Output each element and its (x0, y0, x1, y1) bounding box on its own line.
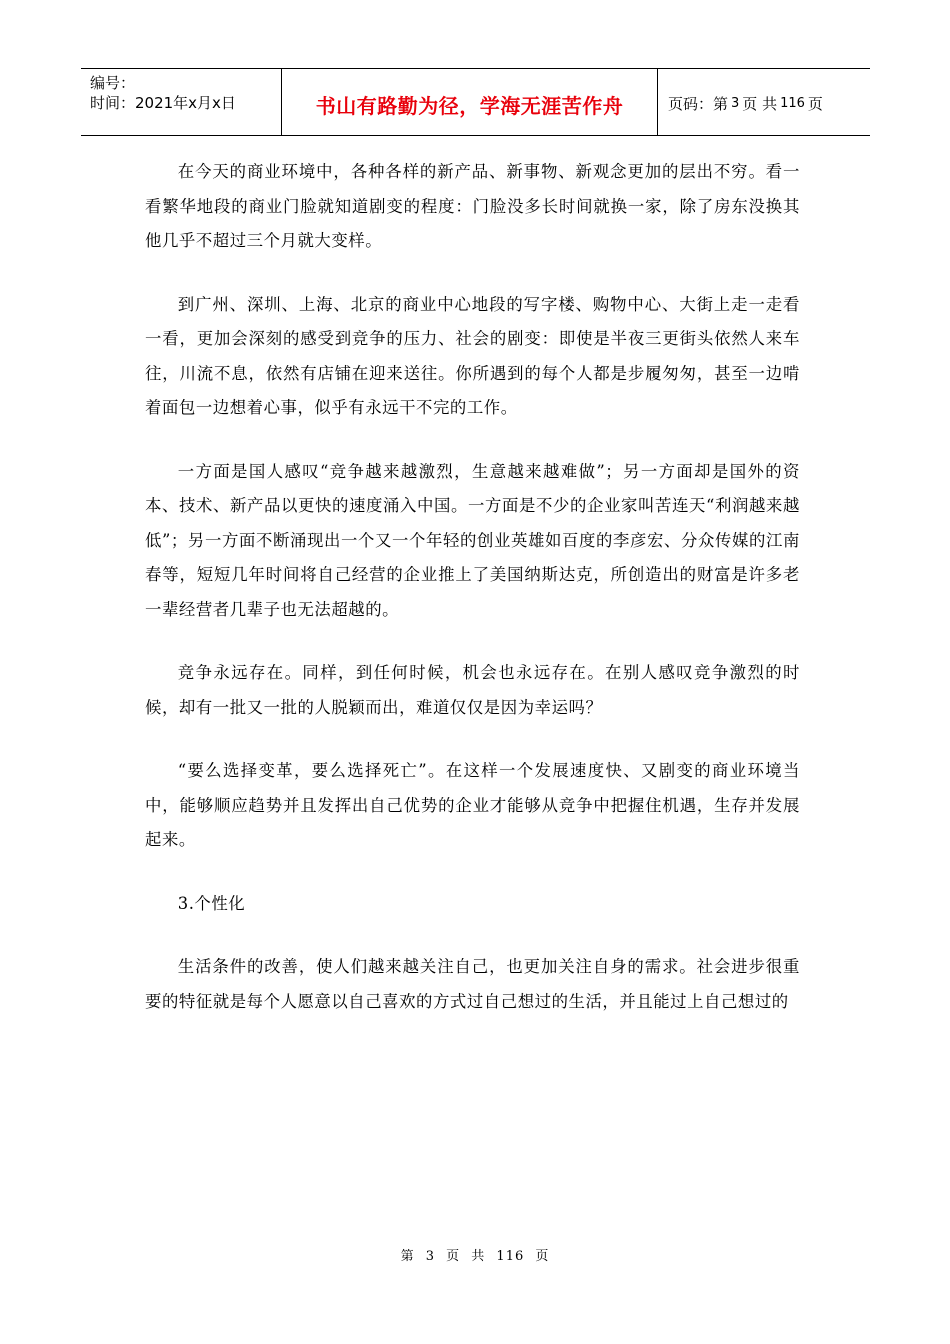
header-info-cell (81, 69, 281, 135)
paragraph: 生活条件的改善，使人们越来越关注自己，也更加关注自身的需求。社会进步很重要的特征就是每个人愿意以自己喜欢的方式过自己想过的生活，并且能过上自己想过的 (145, 957, 800, 1011)
page-header (81, 68, 870, 136)
paragraph: 在今天的商业环境中，各种各样的新产品、新事物、新观念更加的层出不穷。看一看繁华地段的商业门脸就知道剧变的程度：门脸没多长时间就换一家，除了房东没换其他几乎不超过三个月就大变样。 (145, 162, 800, 250)
paragraph: 到广州、深圳、上海、北京的商业中心地段的写字楼、购物中心、大街上走一走看一看，更加会深刻的感受到竞争的压力、社会的剧变：即使是半夜三更街头依然人来车往，川流不息，依然有店铺在迎来送往。你所遇到的每个人都是步履匆匆，甚至一边啃着面包一边想着心事，似乎有永远干不完的工作。 (145, 294, 800, 417)
paragraph: 一方面是国人感叹“竞争越来越激烈，生意越来越难做”；另一方面却是国外的资本、技术、新产品以更快的速度涌入中国。一方面是不少的企业家叫苦连天“利润越来越低”；另一方面不断涌现出一个又一个年轻的创业英雄如百度的李彦宏、分众传媒的江南春等，短短几年时间将自己经营的企业推上了美国纳斯达克，所创造出的财富是许多老一辈经营者几辈子也无法超越的。 (145, 461, 800, 619)
header-motto: 书山有路勤为径，学海无涯苦作舟 (315, 93, 624, 118)
page-current: 3 (731, 95, 740, 111)
document-number-label: 编号： (90, 74, 136, 92)
page-mid: 页 共 (742, 94, 778, 113)
page-prefix: 页码：第 (668, 94, 729, 113)
page-total: 116 (780, 95, 805, 111)
section-heading: 3.个性化 (177, 893, 246, 913)
document-body (145, 155, 800, 1048)
page-suffix: 页 (807, 94, 823, 113)
page-footer (0, 1245, 950, 1264)
header-motto-cell (281, 69, 658, 135)
paragraph: “要么选择变革，要么选择死亡”。在这样一个发展速度快、又剧变的商业环境当中，能够顺应趋势并且发挥出自己优势的企业才能够从竞争中把握住机遇，生存并发展起来。 (145, 761, 800, 849)
document-date-label: 时间：2021年x月x日 (90, 94, 236, 112)
footer-page-number: 第 3 页 共 116 页 (400, 1249, 550, 1264)
header-page-cell (658, 69, 870, 135)
paragraph: 竞争永远存在。同样，到任何时候，机会也永远存在。在别人感叹竞争激烈的时候，却有一批又一批的人脱颖而出，难道仅仅是因为幸运吗？ (145, 663, 800, 717)
